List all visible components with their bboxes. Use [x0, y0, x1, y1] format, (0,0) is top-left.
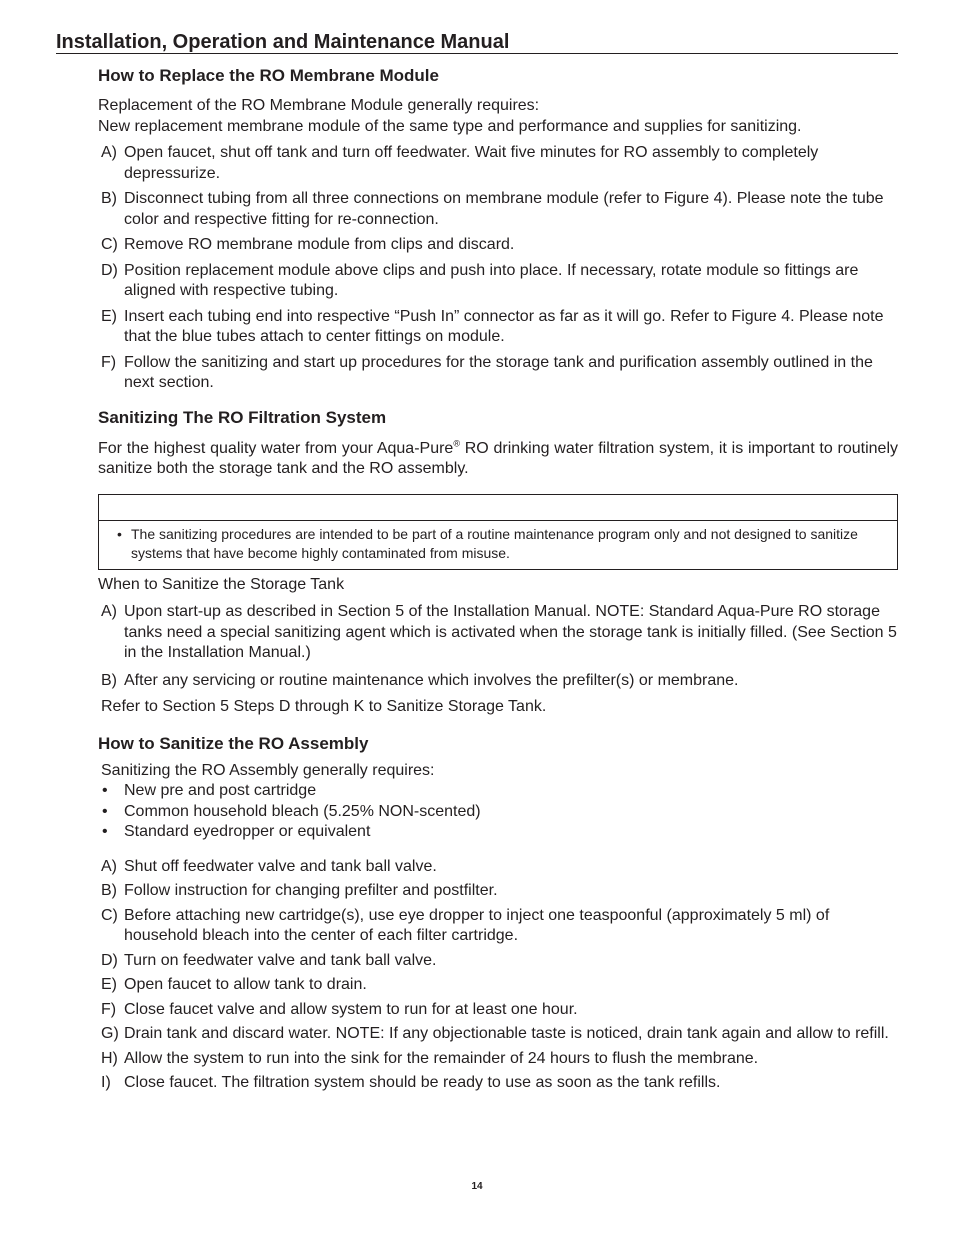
step-marker: F) [101, 353, 117, 371]
step-text: Insert each tubing end into respective “Push In” connector as far as it will go. Refer to Figure 4. Please note that the blue tubes attach to center fittings on module. [124, 307, 884, 345]
list-item [98, 1049, 898, 1070]
page-content [98, 66, 898, 1094]
step-marker: I) [101, 1074, 111, 1091]
notice-box [98, 494, 898, 570]
step-marker: B) [101, 671, 117, 689]
when-to-sanitize-steps [98, 602, 898, 691]
section-heading-sanitizing: Sanitizing The RO Filtration System [98, 407, 387, 427]
step-text: Drain tank and discard water. NOTE: If any objectionable taste is noticed, drain tank again and allow to refill. [124, 1025, 889, 1042]
list-item [98, 1000, 898, 1021]
step-marker: A) [101, 857, 117, 875]
step-text: Position replacement module above clips and push into place. If necessary, rotate module so fittings are aligned with respective tubing. [124, 261, 859, 299]
list-item [98, 602, 898, 664]
step-marker: D) [101, 951, 118, 969]
step-marker: E) [101, 976, 117, 993]
list-item [98, 307, 898, 348]
step-text: Remove RO membrane module from clips and discard. [124, 236, 515, 253]
step-text: Disconnect tubing from all three connections on membrane module (refer to Figure 4). Please note the tube color and respective fitting for re-connection. [124, 190, 884, 228]
step-text: Upon start-up as described in Section 5 of the Installation Manual. NOTE: Standard Aqua-Pure RO storage tanks need a special sanitizing agent which is activated when the storage tank is initially filled. (See Section 5 in the Installation Manual.) [124, 603, 897, 661]
step-text: Allow the system to run into the sink for the remainder of 24 hours to flush the membrane. [124, 1049, 759, 1067]
step-text: Open faucet to allow tank to drain. [124, 976, 367, 993]
list-item [98, 261, 898, 302]
list-item [98, 671, 898, 692]
replace-membrane-steps [98, 143, 898, 394]
list-item: • New pre and post cartridge [102, 782, 317, 799]
step-text: Open faucet, shut off tank and turn off feedwater. Wait five minutes for RO assembly to completely depressurize. [124, 144, 819, 182]
list-item [98, 1024, 898, 1045]
list-item: • Common household bleach (5.25% NON-scented) [102, 802, 481, 820]
step-text: Follow instruction for changing prefilter and postfilter. [124, 882, 498, 899]
step-text: Turn on feedwater valve and tank ball valve. [124, 951, 437, 969]
ro-requirements-intro: Sanitizing the RO Assembly generally requires: [101, 761, 435, 779]
step-marker: G) [101, 1025, 119, 1042]
list-item [98, 143, 898, 184]
step-marker: A) [101, 603, 117, 620]
page-header [56, 30, 898, 54]
notice-body [99, 521, 897, 569]
step-marker: C) [101, 906, 118, 924]
refer-note: Refer to Section 5 Steps D through K to Sanitize Storage Tank. [101, 698, 547, 715]
step-marker: B) [101, 882, 117, 899]
step-marker: B) [101, 190, 117, 207]
notice-header [99, 495, 897, 521]
bullet-marker: • [117, 525, 122, 542]
step-text: Close faucet. The filtration system should be ready to use as soon as the tank refills. [124, 1074, 721, 1091]
step-text: After any servicing or routine maintenance which involves the prefilter(s) or membrane. [124, 671, 739, 689]
manual-title: Installation, Operation and Maintenance Manual [56, 31, 510, 53]
list-item [98, 189, 898, 230]
list-item: • Standard eyedropper or equivalent [102, 823, 371, 840]
list-item [98, 353, 898, 394]
section-heading-sanitize-ro: How to Sanitize the RO Assembly [98, 733, 369, 753]
list-item [98, 857, 898, 878]
requirements-intro: Replacement of the RO Membrane Module generally requires: [98, 97, 540, 114]
step-marker: D) [101, 261, 118, 279]
step-text: Shut off feedwater valve and tank ball valve. [124, 857, 437, 875]
notice-text: The sanitizing procedures are intended to be part of a routine maintenance program only and not designed to sanitize systems that have become highly contaminated from misuse. [131, 525, 858, 561]
list-item [98, 235, 898, 256]
step-marker: F) [101, 1000, 117, 1018]
list-item [98, 881, 898, 902]
step-marker: C) [101, 236, 118, 253]
list-item [98, 1073, 898, 1094]
ro-requirements-list [98, 781, 898, 843]
step-marker: E) [101, 307, 117, 325]
list-item [98, 906, 898, 947]
step-text: Before attaching new cartridge(s), use eye dropper to inject one teaspoonful (approximately 5 ml) of household bleach into the center of each filter cartridge. [124, 906, 830, 944]
when-to-sanitize-heading: When to Sanitize the Storage Tank [98, 575, 345, 593]
step-text: Close faucet valve and allow system to run for at least one hour. [124, 1000, 578, 1018]
requirements-detail: New replacement membrane module of the same type and performance and supplies for sanitizing. [98, 117, 802, 135]
list-item [98, 975, 898, 996]
page-number: 14 [471, 1181, 483, 1192]
list-item [98, 951, 898, 972]
step-marker: H) [101, 1049, 118, 1067]
step-text: Follow the sanitizing and start up procedures for the storage tank and purification assembly outlined in the next section. [124, 353, 873, 391]
sanitizing-intro: For the highest quality water from your Aqua-Pure® RO drinking water filtration system, it is important to routinely sanitize both the storage tank and the RO assembly. [98, 438, 899, 477]
section-heading-replace-membrane: How to Replace the RO Membrane Module [98, 66, 439, 85]
step-marker: A) [101, 144, 117, 161]
sanitize-ro-steps [98, 857, 898, 1094]
